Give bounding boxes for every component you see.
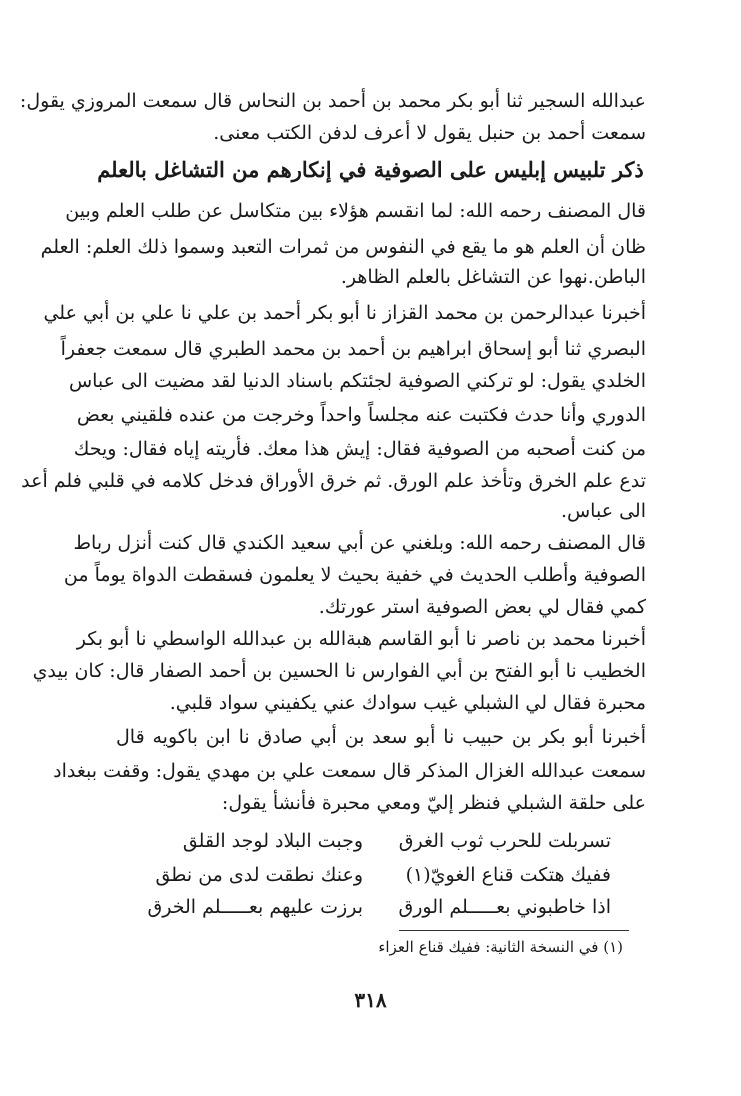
text-line: من كنت أصحبه من الصوفية فقال: إيش هذا معك. فأريته إياه فقال: ويحك [73, 438, 646, 460]
text-line: محبرة فقال لي الشبلي غيب سوادك عني يكفيني سواد قلبي. [169, 692, 646, 714]
verse-second-hemistich: برزت عليهم بعـــــلم الخرق [147, 896, 363, 918]
text-line: الخطيب نا أبو الفتح بن أبي الفوارس نا الحسين بن أحمد الصفار قال: كان بيدي [32, 660, 646, 682]
text-line: تدع علم الخرق وتأخذ علم الورق. ثم خرق الأوراق فدخل كلامه في قلبي فلم أعد [21, 470, 646, 492]
text-line: الصوفية وأطلب الحديث في خفية بحيث لا يعلمون فسقطت الدواة يوماً من [63, 564, 646, 586]
verse-first-hemistich: اذا خاطبوني بعـــــلم الورق [398, 896, 611, 918]
verse-second-hemistich: وجبت البلاد لوجد القلق [182, 830, 363, 852]
text-line: الباطن.نهوا عن التشاغل بالعلم الظاهر. [340, 266, 646, 288]
verse-second-hemistich: وعنك نطقت لدى من نطق [155, 864, 363, 886]
text-line: البصري ثنا أبو إسحاق ابراهيم بن أحمد بن محمد الطبري قال سمعت جعفراً [60, 338, 646, 360]
text-line: الى عباس. [560, 500, 646, 522]
text-line: على حلقة الشبلي فنظر إليّ ومعي محبرة فأنشأ يقول: [221, 792, 646, 814]
text-line: الدوري وأنا حدث فكتبت عنه مجلساً واحداً وخرجت من عنده فلقيني بعض [76, 404, 646, 426]
text-line: أخبرنا عبدالرحمن بن محمد القزاز نا أبو بكر أحمد بن علي نا علي بن أبي علي [43, 302, 646, 324]
text-line: عبدالله السجير ثنا أبو بكر محمد بن أحمد بن النحاس قال سمعت المروزي يقول: [19, 90, 646, 112]
text-line: سمعت عبدالله الغزال المذكر قال سمعت علي بن مهدي يقول: وقفت ببغداد [53, 760, 646, 782]
text-line: كمي فقال لي بعض الصوفية استر عورتك. [318, 596, 646, 618]
text-line: قال المصنف رحمه الله: لما انقسم هؤلاء بين متكاسل عن طلب العلم وبين [65, 200, 646, 222]
text-line: ظان أن العلم هو ما يقع في النفوس من ثمرات التعبد وسموا ذلك العلم: العلم [40, 236, 646, 258]
footnote: (١) في النسخة الثانية: ففيك قناع العزاء [378, 938, 623, 956]
verse-first-hemistich: ففيك هتكت قناع الغويّ(١) [405, 864, 611, 886]
text-line: سمعت أحمد بن حنبل يقول لا أعرف لدفن الكتب معنى. [213, 122, 646, 144]
section-heading: ذكر تلبيس إبليس على الصوفية في إنكارهم من التشاغل بالعلم [97, 157, 644, 182]
text-line: أخبرنا محمد بن ناصر نا أبو القاسم هبةالله بن عبدالله الواسطي نا أبو بكر [76, 628, 646, 650]
verse-first-hemistich: تسربلت للحرب ثوب الغرق [398, 830, 611, 852]
page-number: ٣١٨ [354, 988, 387, 1012]
text-line: الخلدي يقول: لو تركني الصوفية لجئتكم باسناد الدنيا لقد مضيت الى عباس [68, 370, 646, 392]
text-line: قال المصنف رحمه الله: وبلغني عن أبي سعيد الكندي قال كنت أنزل رباط [73, 532, 646, 554]
text-line: أخبرنا أبو بكر بن حبيب نا أبو سعد بن أبي صادق نا ابن باكويه قال [116, 726, 646, 748]
footnote-divider [399, 930, 629, 931]
